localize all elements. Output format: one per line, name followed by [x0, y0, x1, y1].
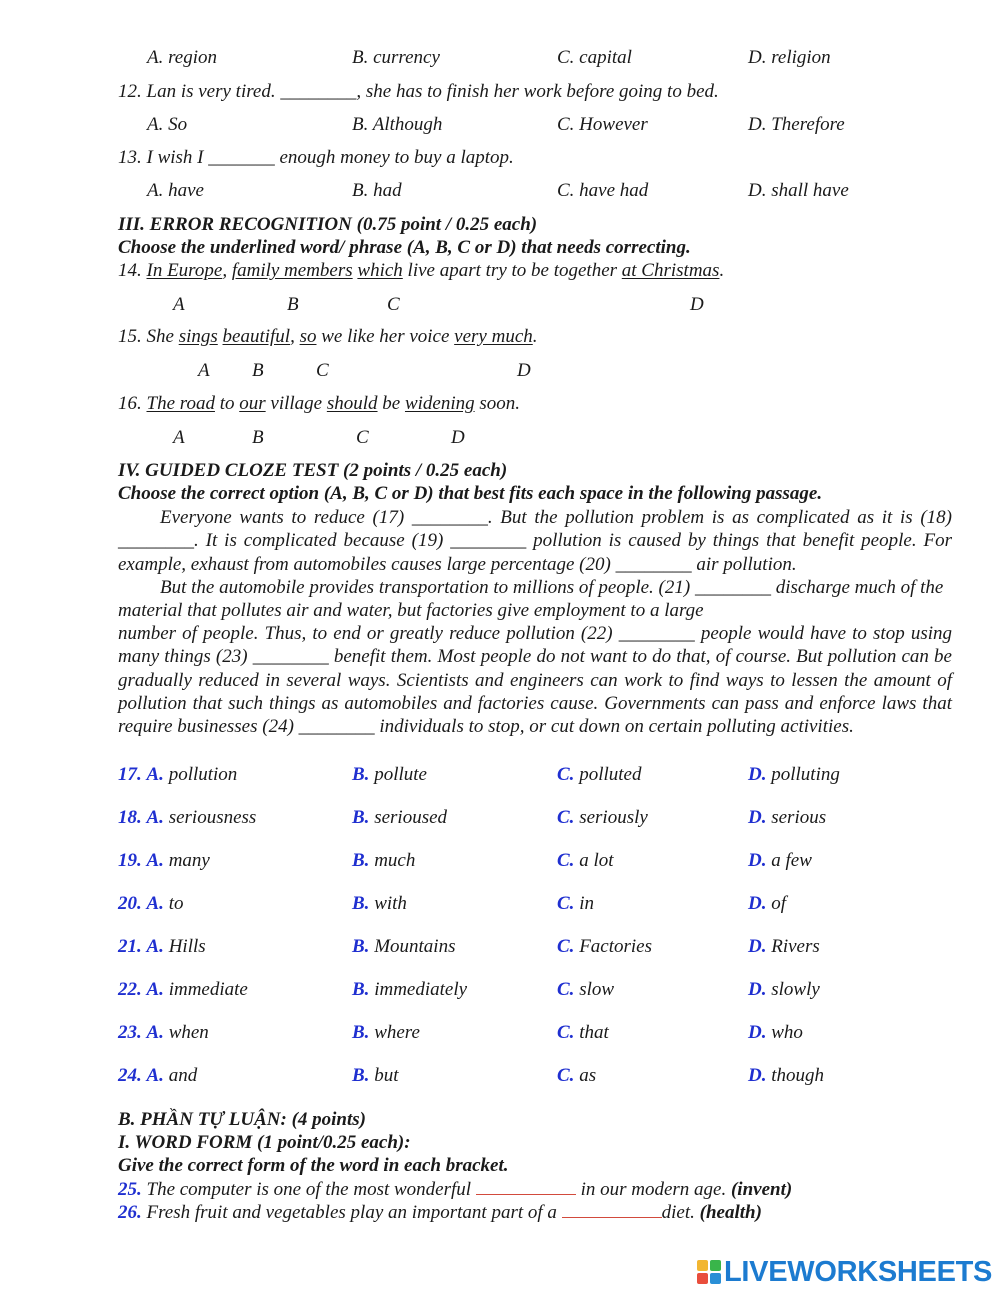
option-text: who	[771, 1022, 803, 1043]
cloze-q24-option-a[interactable]	[118, 1064, 197, 1088]
q13-question	[118, 146, 514, 170]
cloze-q22-option-b[interactable]	[352, 978, 467, 1002]
section-4-instruction: Choose the correct option (A, B, C or D) that best fits each space in the following passage.	[118, 483, 823, 504]
option-letter: A.	[146, 850, 164, 871]
option-letter: C.	[557, 1022, 575, 1043]
q16-number: 16.	[118, 393, 147, 414]
cloze-q21-option-a[interactable]	[118, 935, 206, 959]
option-letter: C.	[557, 807, 575, 828]
q16-text: be	[377, 393, 405, 414]
q11-option-c[interactable]: C. capital	[557, 47, 632, 68]
liveworksheets-logo-icon	[697, 1260, 721, 1284]
option-text: serious	[771, 807, 827, 828]
q13-option-c[interactable]: C. have had	[557, 180, 649, 201]
option-letter: A.	[146, 893, 164, 914]
q26-hint: (health)	[699, 1202, 762, 1223]
q11-option-a[interactable]: A. region	[147, 47, 218, 68]
option-text: serioused	[374, 807, 448, 828]
section-3-instruction: Choose the underlined word/ phrase (A, B, C or D) that needs correcting.	[118, 237, 691, 258]
q13-blank: _______	[208, 147, 275, 168]
cloze-q19-option-d[interactable]	[748, 849, 812, 873]
cloze-q18-option-a[interactable]	[118, 806, 256, 830]
option-letter: B.	[352, 893, 370, 914]
q14-letter-c: C	[387, 294, 400, 315]
liveworksheets-logo	[697, 1256, 997, 1288]
cloze-q17-option-c[interactable]	[557, 763, 641, 787]
cloze-q17-option-d[interactable]	[748, 763, 840, 787]
q16-letter-c: C	[356, 427, 369, 448]
cloze-question-number: 23.	[118, 1022, 142, 1043]
option-text: but	[374, 1065, 399, 1086]
q14-letter-a: A	[173, 294, 185, 315]
q15-text: we like her voice	[316, 326, 455, 347]
cloze-q18-option-b[interactable]	[352, 806, 447, 830]
option-text: immediate	[168, 979, 248, 1000]
q25-sentence	[118, 1178, 792, 1202]
part-b-title: B. PHẦN TỰ LUẬN: (4 points)	[118, 1109, 367, 1130]
option-text: to	[168, 893, 184, 914]
passage-paragraph-1: Everyone wants to reduce (17) ________. But the pollution problem is as complicated as it is (18) ________. It is complicated because (19) ________ pollution is caused by things that benefit people. For example, exhaust from automobiles causes large percentage (20) ________ air pollution.	[118, 507, 952, 575]
cloze-question-number: 22.	[118, 979, 142, 1000]
q15-underlined-a[interactable]: sings	[178, 326, 218, 347]
option-text: seriousness	[168, 807, 257, 828]
option-text: of	[771, 893, 787, 914]
option-text: pollution	[168, 764, 238, 785]
option-letter: D.	[748, 1065, 767, 1086]
q25-hint: (invent)	[730, 1179, 793, 1200]
q12-blank: ________	[280, 81, 357, 102]
cloze-q20-option-a[interactable]	[118, 892, 183, 916]
option-text: Hills	[168, 936, 206, 957]
cloze-q24-option-d[interactable]	[748, 1064, 824, 1088]
q14-underlined-d[interactable]: at Christmas	[621, 260, 720, 281]
option-letter: D.	[748, 936, 767, 957]
q12-option-c[interactable]: C. However	[557, 114, 648, 135]
q25-text: in our modern age.	[575, 1179, 731, 1200]
q14-number: 14.	[118, 260, 147, 281]
option-letter: C.	[557, 979, 575, 1000]
q12-option-b[interactable]: B. Although	[352, 114, 443, 135]
option-text: pollute	[374, 764, 427, 785]
q15-underlined-b[interactable]: beautiful	[222, 326, 291, 347]
option-letter: A.	[146, 1022, 164, 1043]
q14-underlined-c[interactable]: which	[357, 260, 403, 281]
option-text: in	[579, 893, 594, 914]
cloze-q24-option-c[interactable]	[557, 1064, 596, 1088]
option-letter: C.	[557, 1065, 575, 1086]
q16-text: soon.	[474, 393, 521, 414]
q16-underlined-b[interactable]: our	[239, 393, 266, 414]
option-text: a lot	[579, 850, 614, 871]
cloze-q21-option-d[interactable]	[748, 935, 820, 959]
cloze-q20-option-b[interactable]	[352, 892, 407, 916]
option-letter: B.	[352, 850, 370, 871]
q16-underlined-a[interactable]: The road	[146, 393, 215, 414]
option-text: many	[168, 850, 210, 871]
q14-letter-d: D	[690, 294, 704, 315]
option-text: a few	[771, 850, 812, 871]
q16-letter-b: B	[252, 427, 264, 448]
q11-option-d[interactable]: D. religion	[748, 47, 831, 68]
q25-answer-input[interactable]	[476, 1178, 576, 1195]
option-text: slowly	[771, 979, 820, 1000]
passage-paragraph-2b: number of people. Thus, to end or greatly reduce pollution (22) ________ people would have to stop using many things (23) ________ benefit them. Most people do not want to do that, of course. But pollution can be gradually reduced in several ways. Scientists and engineers can work to find ways to lessen the amount of pollution that such things as automobiles and factories cause. Governments can pass and enforce laws that require businesses (24) ________ individuals to stop, or cut down on certain polluting activities.	[118, 623, 952, 738]
q15-underlined-c[interactable]: so	[299, 326, 317, 347]
q16-text: to	[214, 393, 240, 414]
cloze-q17-option-a[interactable]	[118, 763, 237, 787]
cloze-q23-option-c[interactable]	[557, 1021, 609, 1045]
option-text: with	[374, 893, 407, 914]
option-text: where	[374, 1022, 420, 1043]
option-letter: B.	[352, 1022, 370, 1043]
option-letter: D.	[748, 979, 767, 1000]
q11-option-b[interactable]: B. currency	[352, 47, 440, 68]
q13-option-a[interactable]: A. have	[147, 180, 204, 201]
q16-letter-a: A	[173, 427, 185, 448]
cloze-q19-option-c[interactable]	[557, 849, 614, 873]
option-text: that	[579, 1022, 609, 1043]
cloze-q18-option-d[interactable]	[748, 806, 826, 830]
q14-text: live apart try to be together	[402, 260, 622, 281]
cloze-q19-option-b[interactable]	[352, 849, 415, 873]
option-letter: D.	[748, 1022, 767, 1043]
option-letter: A.	[146, 764, 164, 785]
cloze-q21-option-c[interactable]	[557, 935, 652, 959]
q15-text: .	[532, 326, 538, 347]
option-text: slow	[579, 979, 615, 1000]
cloze-q22-option-d[interactable]	[748, 978, 820, 1002]
option-letter: C.	[557, 893, 575, 914]
q16-letter-d: D	[451, 427, 465, 448]
option-text: much	[374, 850, 416, 871]
option-letter: A.	[146, 979, 164, 1000]
q15-letter-c: C	[316, 360, 329, 381]
q16-underlined-c[interactable]: should	[326, 393, 378, 414]
q12-text-pre: 12. Lan is very tired.	[118, 81, 281, 102]
option-letter: B.	[352, 1065, 370, 1086]
option-letter: C.	[557, 936, 575, 957]
passage-paragraph-2a: But the automobile provides transportation to millions of people. (21) ________ discharge much of the material that pollutes air and water, but factories give employment to a large	[118, 577, 944, 622]
cloze-question-number: 24.	[118, 1065, 142, 1086]
q14-text: ,	[222, 260, 232, 281]
option-text: polluted	[579, 764, 642, 785]
option-text: polluting	[771, 764, 840, 785]
q16-text: village	[265, 393, 327, 414]
option-text: and	[168, 1065, 198, 1086]
section-3-title: III. ERROR RECOGNITION (0.75 point / 0.25 each)	[118, 214, 538, 235]
cloze-q18-option-c[interactable]	[557, 806, 648, 830]
q13-text-pre: 13. I wish I	[118, 147, 209, 168]
option-letter: A.	[146, 1065, 164, 1086]
q16-sentence	[118, 392, 520, 416]
cloze-q23-option-b[interactable]	[352, 1021, 420, 1045]
cloze-q20-option-d[interactable]	[748, 892, 786, 916]
option-letter: B.	[352, 764, 370, 785]
cloze-q20-option-c[interactable]	[557, 892, 594, 916]
q14-sentence	[118, 259, 724, 283]
section-4-title: IV. GUIDED CLOZE TEST (2 points / 0.25 each)	[118, 460, 508, 481]
cloze-q17-option-b[interactable]	[352, 763, 427, 787]
option-letter: B.	[352, 807, 370, 828]
cloze-question-number: 20.	[118, 893, 142, 914]
q26-answer-input[interactable]	[562, 1201, 662, 1218]
q26-text: Fresh fruit and vegetables play an important part of a	[141, 1202, 562, 1223]
option-text: though	[771, 1065, 825, 1086]
cloze-q19-option-a[interactable]	[118, 849, 210, 873]
cloze-q24-option-b[interactable]	[352, 1064, 398, 1088]
option-text: Rivers	[771, 936, 820, 957]
cloze-question-number: 17.	[118, 764, 142, 785]
part-b-subtitle: I. WORD FORM (1 point/0.25 each):	[118, 1132, 411, 1153]
option-text: immediately	[374, 979, 468, 1000]
option-text: when	[168, 1022, 209, 1043]
q15-letter-d: D	[517, 360, 531, 381]
option-letter: D.	[748, 807, 767, 828]
q14-underlined-a[interactable]: In Europe	[146, 260, 223, 281]
q26-sentence	[118, 1201, 762, 1225]
q16-underlined-d[interactable]: widening	[404, 393, 475, 414]
q26-text: diet.	[661, 1202, 700, 1223]
option-letter: B.	[352, 979, 370, 1000]
q26-number: 26.	[118, 1202, 142, 1223]
q13-option-d[interactable]: D. shall have	[748, 180, 849, 201]
option-text: Mountains	[374, 936, 456, 957]
option-letter: D.	[748, 893, 767, 914]
q12-text-post: , she has to finish her work before going to bed.	[356, 81, 719, 102]
option-letter: D.	[748, 850, 767, 871]
cloze-q23-option-a[interactable]	[118, 1021, 209, 1045]
part-b-instruction: Give the correct form of the word in each bracket.	[118, 1155, 509, 1176]
q15-number: 15. She	[118, 326, 179, 347]
q15-sentence	[118, 325, 538, 349]
cloze-q22-option-a[interactable]	[118, 978, 248, 1002]
q25-number: 25.	[118, 1179, 142, 1200]
q12-option-a[interactable]: A. So	[147, 114, 188, 135]
cloze-question-number: 19.	[118, 850, 142, 871]
q12-question	[118, 80, 719, 104]
q15-letter-a: A	[198, 360, 210, 381]
option-text: Factories	[579, 936, 653, 957]
q25-text: The computer is one of the most wonderful	[141, 1179, 476, 1200]
option-letter: C.	[557, 764, 575, 785]
cloze-q22-option-c[interactable]	[557, 978, 614, 1002]
cloze-q23-option-d[interactable]	[748, 1021, 803, 1045]
q15-text: ,	[290, 326, 300, 347]
liveworksheets-wordmark: LIVEWORKSHEETS	[724, 1256, 993, 1288]
q15-letter-b: B	[252, 360, 264, 381]
q15-underlined-d[interactable]: very much	[454, 326, 533, 347]
q14-underlined-b[interactable]: family members	[231, 260, 353, 281]
q13-option-b[interactable]: B. had	[352, 180, 402, 201]
q12-option-d[interactable]: D. Therefore	[748, 114, 845, 135]
q14-text: .	[719, 260, 725, 281]
option-letter: C.	[557, 850, 575, 871]
option-letter: D.	[748, 764, 767, 785]
option-text: as	[579, 1065, 597, 1086]
option-letter: A.	[146, 807, 164, 828]
cloze-q21-option-b[interactable]	[352, 935, 455, 959]
option-letter: B.	[352, 936, 370, 957]
cloze-question-number: 18.	[118, 807, 142, 828]
q14-letter-b: B	[287, 294, 299, 315]
option-text: seriously	[579, 807, 648, 828]
cloze-question-number: 21.	[118, 936, 142, 957]
q13-text-post: enough money to buy a laptop.	[274, 147, 514, 168]
option-letter: A.	[146, 936, 164, 957]
